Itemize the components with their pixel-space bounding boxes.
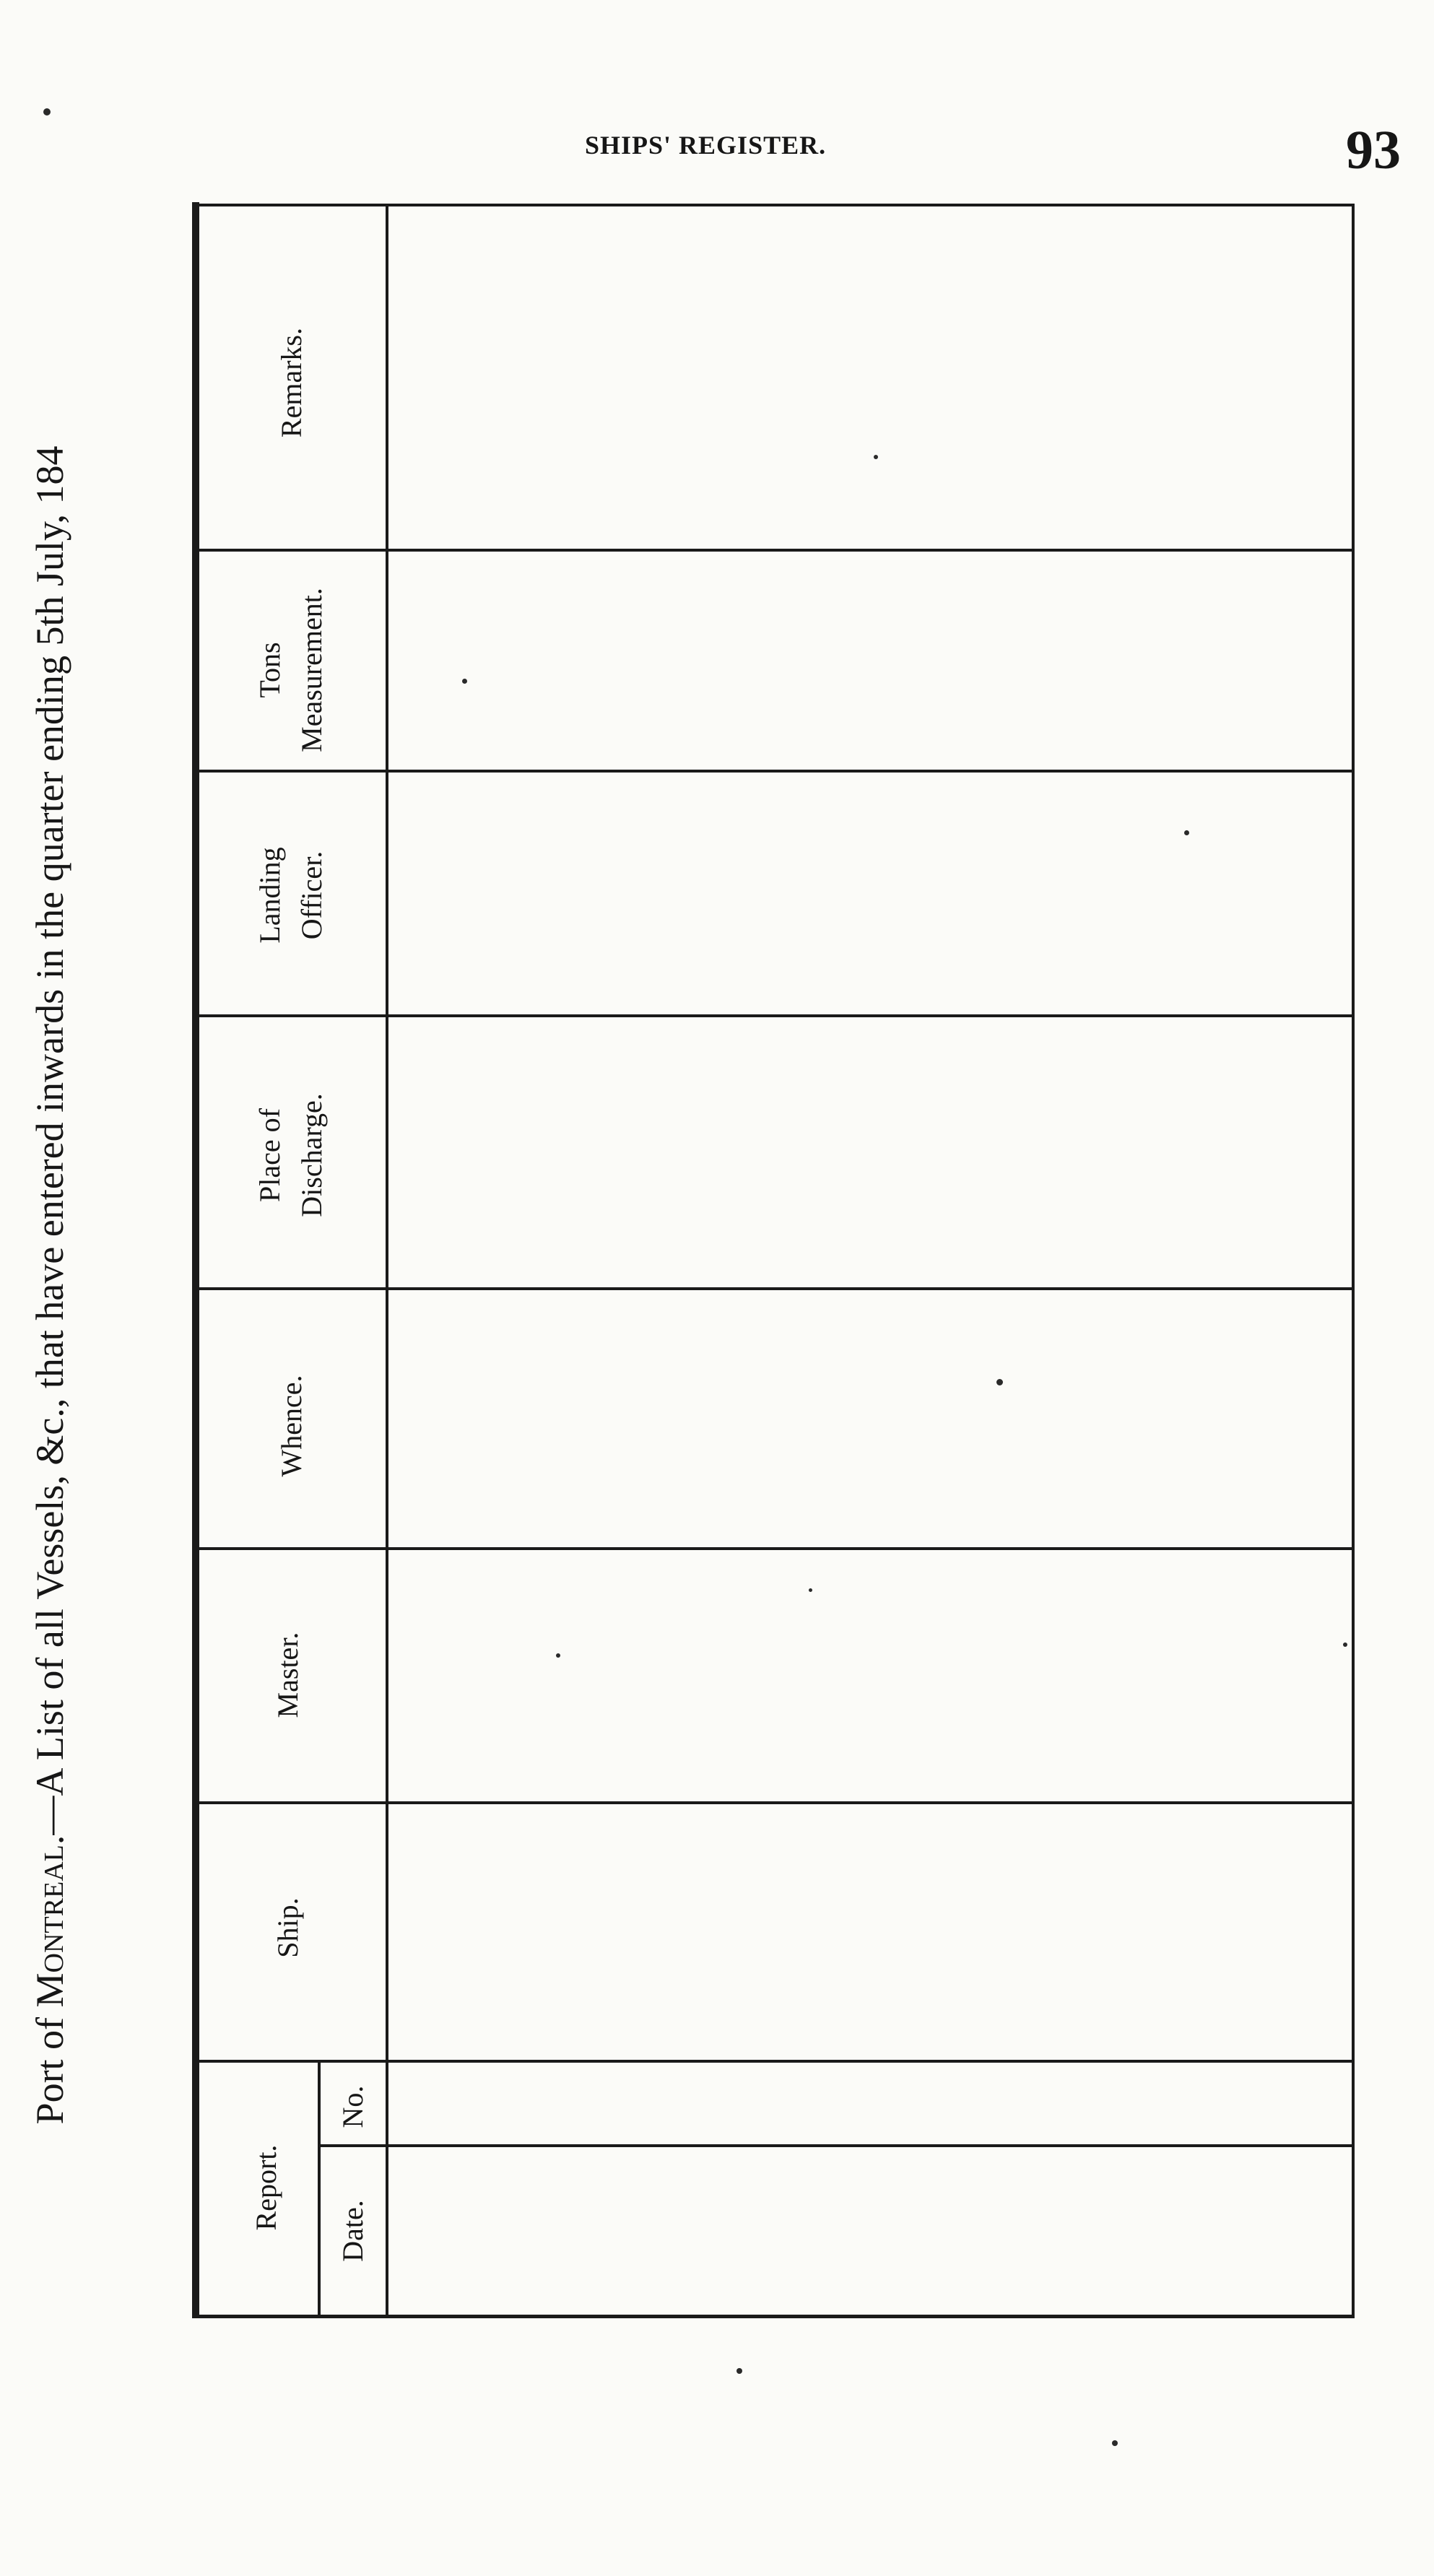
speck (809, 1588, 812, 1592)
divider-place-whence (199, 1287, 1352, 1290)
header-tons-measurement: Tons Measurement. (253, 588, 328, 752)
speck (462, 679, 467, 684)
divider-master-ship (199, 1801, 1352, 1804)
speck (1343, 1642, 1347, 1647)
report-split (318, 2063, 321, 2315)
speck (43, 108, 51, 116)
table-bottom-border (192, 2315, 1355, 2318)
form-subtitle (27, 173, 74, 2397)
speck (874, 455, 878, 459)
header-separator (386, 206, 388, 2315)
divider-whence-master (199, 1547, 1352, 1550)
header-place-of-discharge: Place of Discharge. (253, 1093, 328, 1217)
divider-remarks-tons (199, 549, 1352, 552)
port-name: Montreal. (28, 1835, 71, 2008)
header-date: Date. (336, 2200, 369, 2262)
port-prefix: Port of (28, 2007, 71, 2125)
divider-ship-no (199, 2060, 1352, 2063)
divider-no-date (318, 2144, 1352, 2147)
divider-landing-place (199, 1014, 1352, 1017)
speck (736, 2368, 742, 2374)
header-master: Master. (271, 1632, 304, 1718)
speck (996, 1379, 1003, 1385)
header-report: Report. (250, 2144, 282, 2231)
speck (1184, 830, 1189, 835)
speck (1112, 2440, 1118, 2446)
divider-tons-landing (199, 770, 1352, 773)
header-no: No. (336, 2085, 369, 2128)
header-ship: Ship. (271, 1897, 304, 1958)
header-whence: Whence. (275, 1375, 308, 1477)
header-remarks: Remarks. (275, 327, 308, 438)
table-right-border (1352, 204, 1355, 2318)
subtitle-text: —A List of all Vessels, &c., that have entered inwards in the quarter ending 5th July, 184 (28, 445, 71, 1835)
speck (556, 1653, 560, 1658)
page-number: 93 (1346, 120, 1401, 180)
running-head: SHIPS' REGISTER. (585, 131, 827, 160)
table-left-border (192, 202, 199, 2318)
header-landing-officer: Landing Officer. (253, 847, 328, 944)
table-top-border (192, 204, 1355, 206)
